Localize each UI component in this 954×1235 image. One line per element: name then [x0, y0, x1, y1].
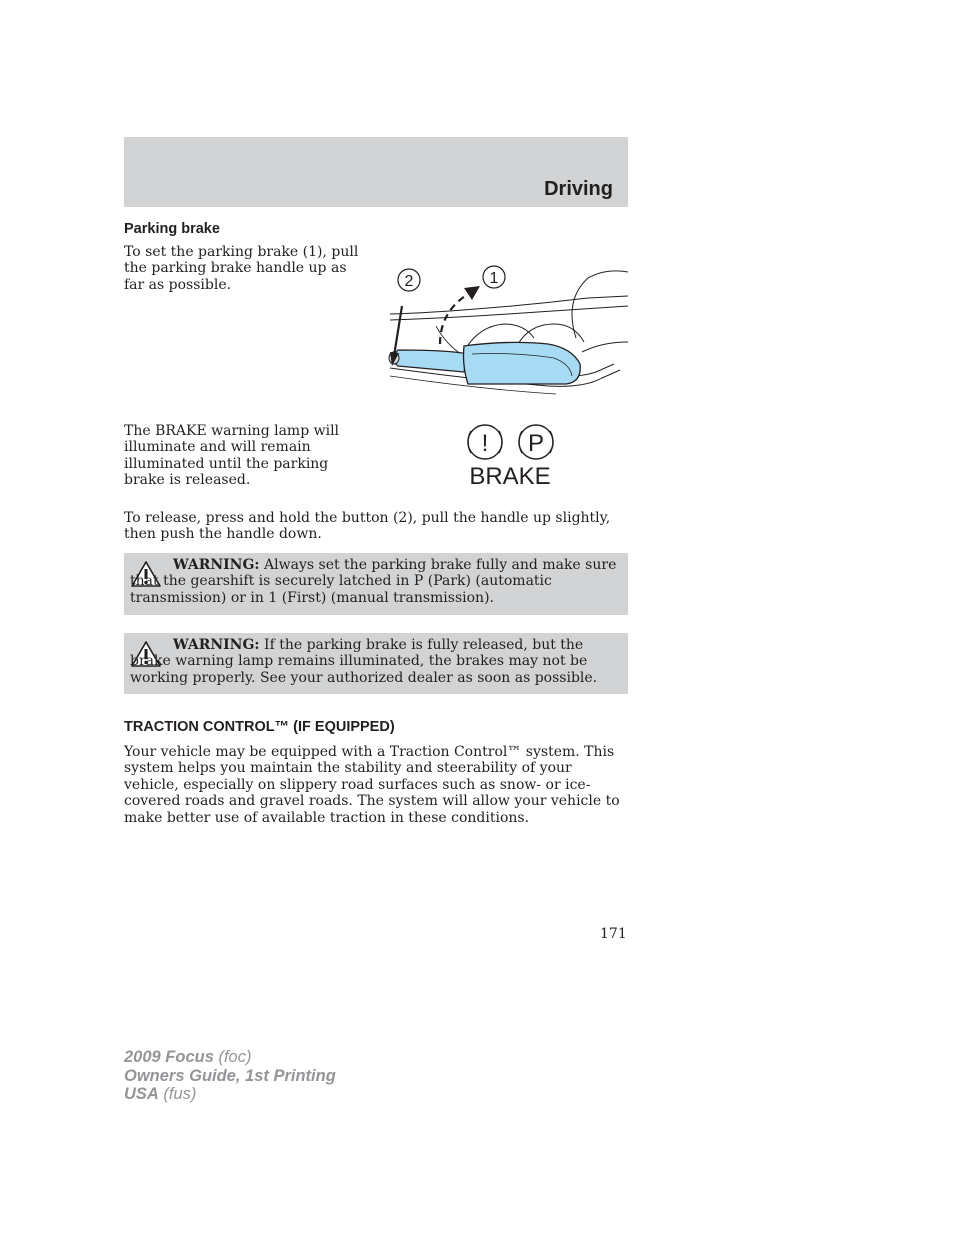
release-brake-text: To release, press and hold the button (2), pull the handle up slightly, then push the handle down. [124, 510, 611, 543]
set-brake-text: To set the parking brake (1), pull the parking brake handle up as far as possible. [124, 244, 359, 293]
figure-label-2: 2 [404, 273, 414, 290]
warning-box-1 [124, 553, 628, 615]
parking-brake-illustration [388, 258, 630, 398]
warning-1-body: Always set the parking brake fully and make sure that the gearshift is securely latched in P (Park) (automatic transmission) or in 1 (First) (manual transmission). [130, 557, 617, 606]
figure-label-1: 1 [489, 270, 499, 287]
footer-line-3: USA (fus) [124, 1085, 197, 1103]
brake-lamp-text: The BRAKE warning lamp will illuminate and will remain illuminated until the parking brake is released. [124, 423, 340, 489]
warning-2-text [130, 637, 620, 686]
warning-1-text [130, 557, 620, 606]
exclamation-glyph: ! [481, 430, 489, 457]
warning-1-label: WARNING: [173, 557, 260, 573]
park-glyph: P [527, 430, 545, 457]
footer-line-1: 2009 Focus (foc) [124, 1048, 252, 1066]
footer-line-2: Owners Guide, 1st Printing [124, 1066, 336, 1085]
warning-2-label: WARNING: [173, 637, 260, 653]
brake-word: BRAKE [469, 463, 551, 490]
section-title: Driving [544, 178, 613, 200]
traction-control-text: Your vehicle may be equipped with a Traction Control™ system. This system helps you maintain the stability and steerability of your vehicle, especially on slippery road surfaces such as snow- or ice-covered roads and gravel roads. The system will allow your vehicle to make better use of available traction in these conditions. [124, 744, 620, 826]
footer-print-info [124, 1048, 336, 1104]
brake-warning-lamp-symbol [462, 422, 558, 490]
traction-control-heading: TRACTION CONTROL™ (IF EQUIPPED) [124, 719, 395, 735]
warning-2-body: If the parking brake is fully released, but the brake warning lamp remains illuminated, the brakes may not be working properly. See your authorized dealer as soon as possible. [130, 637, 598, 686]
warning-box-2 [124, 633, 628, 694]
page-number: 171 [600, 926, 627, 942]
parking-brake-heading: Parking brake [124, 221, 220, 237]
section-header-band [124, 137, 628, 207]
